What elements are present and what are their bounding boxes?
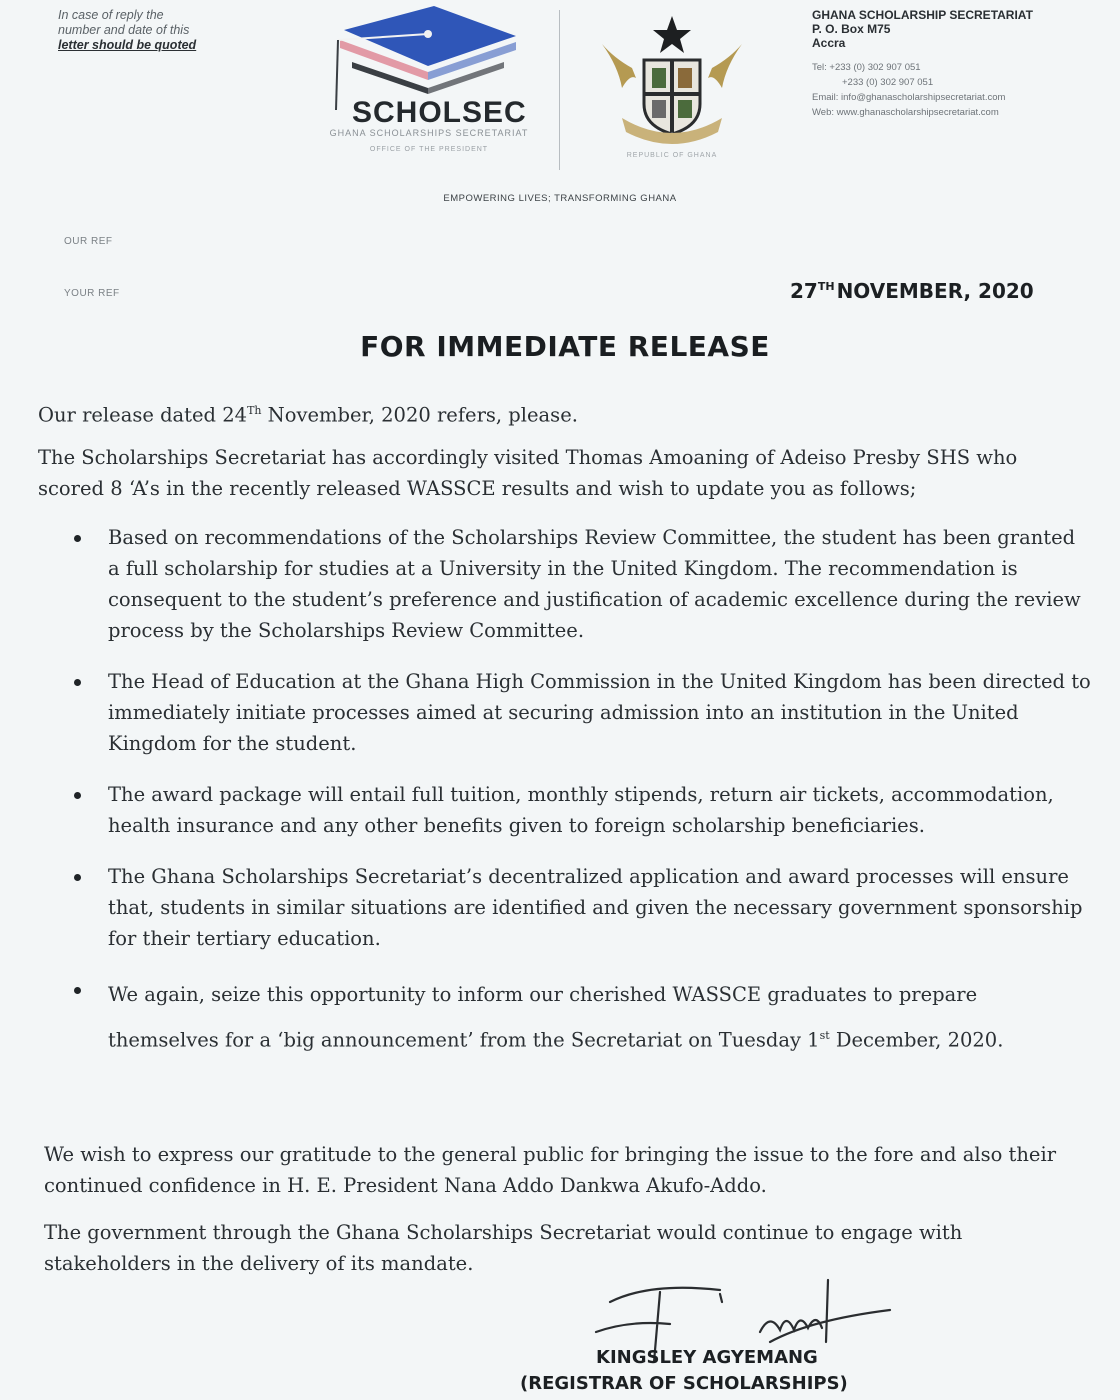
tel-1: Tel: +233 (0) 302 907 051 — [812, 62, 921, 73]
date-suffix: TH — [817, 280, 835, 294]
reply-note — [58, 8, 258, 53]
intro-paragraph-1 — [38, 395, 1088, 431]
bullet-item-5 — [72, 974, 1092, 1061]
date-rest: NOVEMBER, 2020 — [836, 279, 1034, 303]
signatory-title: (REGISTRAR OF SCHOLARSHIPS) — [520, 1373, 848, 1394]
bullet-item-1: Based on recommendations of the Scholarships Review Committee, the student has been granted a full scholarship for studies at a University in the United Kingdom. The recommendation is consequent to the student’s preference and justification of academic excellence during the review process by the Scholarships Review Committee. — [72, 522, 1092, 646]
reply-note-line1: In case of reply the — [58, 8, 164, 22]
org-name: GHANA SCHOLARSHIP SECRETARIAT — [812, 8, 1033, 22]
release-date — [790, 279, 1080, 303]
release-title: FOR IMMEDIATE RELEASE — [360, 330, 770, 363]
secretariat-address — [812, 8, 1102, 50]
bullet-item-2: The Head of Education at the Ghana High Commission in the United Kingdom has been directed to immediately initiate processes aimed at securing admission into an institution in the United Kingdom for the student. — [72, 666, 1092, 759]
email: Email: info@ghanascholarshipsecretariat.com — [812, 92, 1006, 103]
bullet-5-a: We again, seize this opportunity to inform our cherished WASSCE graduates to prepare themselves for a ‘big announcement’ from the Secretariat on Tuesday 1 — [108, 983, 978, 1052]
intro-paragraph-2: The Scholarships Secretariat has accordingly visited Thomas Amoaning of Adeiso Presby SHS who scored 8 ‘A’s in the recently released WASSCE results and wish to update you as follows; — [38, 446, 1018, 500]
logo-wordmark: SCHOLSEC — [352, 96, 527, 129]
website: Web: www.ghanascholarshipsecretariat.com — [812, 107, 999, 118]
bullet-list — [72, 522, 1092, 1061]
letterhead-divider — [559, 10, 560, 170]
reply-note-line2: number and date of this — [58, 23, 190, 37]
closing-paragraph-2: The government through the Ghana Scholarships Secretariat would continue to engage with stakeholders in the delivery of its mandate. — [44, 1221, 963, 1275]
po-box: P. O. Box M75 — [812, 22, 891, 36]
your-ref-label: YOUR REF — [64, 288, 120, 299]
signatory-name: KINGSLEY AGYEMANG — [596, 1347, 818, 1368]
date-day: 27 — [790, 279, 818, 303]
closing-paragraph-1: We wish to express our gratitude to the general public for bringing the issue to the fore and also their continued confidence in H. E. President Nana Addo Dankwa Akufo-Addo. — [44, 1143, 1057, 1197]
logo-subtitle-2: OFFICE OF THE PRESIDENT — [369, 146, 489, 153]
motto: EMPOWERING LIVES; TRANSFORMING GHANA — [443, 193, 677, 204]
tel-2: +233 (0) 302 907 051 — [842, 77, 934, 88]
city: Accra — [812, 36, 846, 50]
logo-subtitle: GHANA SCHOLARSHIPS SECRETARIAT — [329, 128, 529, 138]
ghana-coat-of-arms-icon — [592, 8, 752, 158]
intro-p1-a: Our release dated 24 — [38, 403, 248, 427]
bullet-item-3: The award package will entail full tuition, monthly stipends, return air tickets, accommodation, health insurance and any other benefits given to foreign scholarship beneficiaries. — [72, 779, 1092, 841]
intro-p1-b: November, 2020 refers, please. — [261, 403, 578, 427]
intro-p1-sup: Th — [247, 404, 262, 417]
bullet-5-b: December, 2020. — [829, 1028, 1004, 1052]
our-ref-label: OUR REF — [64, 236, 113, 247]
bullet-5-sup: st — [819, 1029, 830, 1042]
crest-caption: REPUBLIC OF GHANA — [626, 152, 718, 159]
contact-details — [812, 60, 1112, 120]
reply-note-line3: letter should be quoted — [58, 38, 197, 52]
bullet-item-4: The Ghana Scholarships Secretariat’s decentralized application and award processes will ensure that, students in similar situations are identified and given the necessary government sponsorship for their tertiary education. — [72, 861, 1092, 954]
scholsec-logo — [312, 0, 544, 168]
